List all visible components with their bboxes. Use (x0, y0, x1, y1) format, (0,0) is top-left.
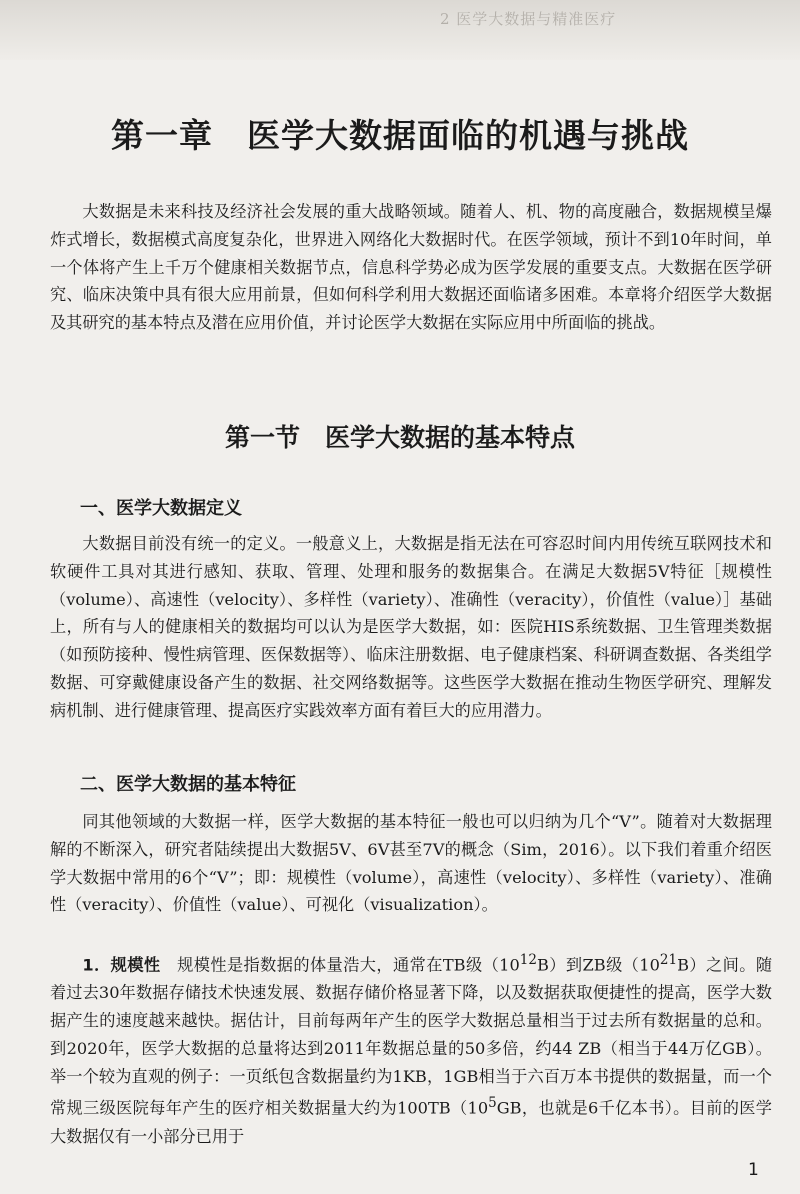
page-number: 1 (748, 1160, 759, 1180)
subsection-title-definition: 一、医学大数据定义 (80, 498, 242, 519)
volume-paragraph (50, 947, 772, 1150)
volume-text-b: B）到ZB级（10 (536, 955, 660, 975)
volume-exponent-zb: 21 (659, 952, 678, 968)
volume-exponent-gb: 5 (488, 1095, 497, 1112)
definition-paragraph: 大数据目前没有统一的定义。一般意义上，大数据是指无法在可容忍时间内用传统互联网技术和软硬件工具对其进行感知、获取、管理、处理和服务的数据集合。在满足大数据5V特征［规模性（volume）、高速性（velocity）、多样性（variety）、准确性（veracity），价值性（value）］基础上，所有与人的健康相关的数据均可以认为是医学大数据，如：医院HIS系统数据、卫生管理类数据（如预防接种、慢性病管理、医保数据等）、临床注册数据、电子健康档案、科研调查数据、各类组学数据、可穿戴健康设备产生的数据、社交网络数据等。这些医学大数据在推动生物医学研究、理解发病机制、进行健康管理、提高医疗实践效率方面有着巨大的应用潜力。 (50, 534, 772, 720)
bleed-header-text: 2 医学大数据与精准医疗 (440, 10, 617, 28)
volume-lead: 1．规模性 (82, 955, 161, 975)
chapter-intro: 大数据是未来科技及经济社会发展的重大战略领域。随着人、机、物的高度融合，数据规模呈爆炸式增长，数据模式高度复杂化，世界进入网络化大数据时代。在医学领域，预计不到10年时间，单一个体将产生上千万个健康相关数据节点，信息科学势必成为医学发展的重要支点。大数据在医学研究、临床决策中具有很大应用前景，但如何科学利用大数据还面临诸多困难。本章将介绍医学大数据及其研究的基本特点及潜在应用价值，并讨论医学大数据在实际应用中所面临的挑战。 (50, 202, 772, 333)
volume-text-d: GB，也就是6千亿本书）。目前的医学大数据仅有一小部分已用于 (50, 1098, 772, 1146)
volume-exponent-tb: 12 (519, 952, 537, 968)
volume-text-c: B）之间。随着过去30年数据存储技术快速发展、数据存储价格显著下降，以及数据获取便捷性的提高，医学大数据产生的速度越来越快。据估计，目前每两年产生的医学大数据总量相当于过去所有数据量的总和。到2020年，医学大数据的总量将达到2011年数据总量的50多倍，约44 ZB（相当于44万亿GB）。举一个较为直观的例子：一页纸包含数据量约为1KB，1GB相当于六百万本书提供的数据量，而一个常规三级医院每年产生的医疗相关数据量大约为100TB（10 (50, 955, 773, 1118)
subsection-title-features: 二、医学大数据的基本特征 (80, 774, 296, 795)
previous-page-bleed (0, 0, 800, 60)
chapter-title: 第一章 医学大数据面临的机遇与挑战 (111, 116, 689, 155)
section-title: 第一节 医学大数据的基本特点 (224, 423, 575, 452)
features-paragraph: 同其他领域的大数据一样，医学大数据的基本特征一般也可以归纳为几个“V”。随着对大数据理解的不断深入，研究者陆续提出大数据5V、6V甚至7V的概念（Sim，2016）。以下我们着重介绍医学大数据中常用的6个“V”；即：规模性（volume），高速性（velocity）、多样性（variety）、准确性（veracity）、价值性（value）、可视化（visualization）。 (50, 812, 772, 915)
volume-text-a: 规模性是指数据的体量浩大，通常在TB级（10 (177, 955, 520, 975)
